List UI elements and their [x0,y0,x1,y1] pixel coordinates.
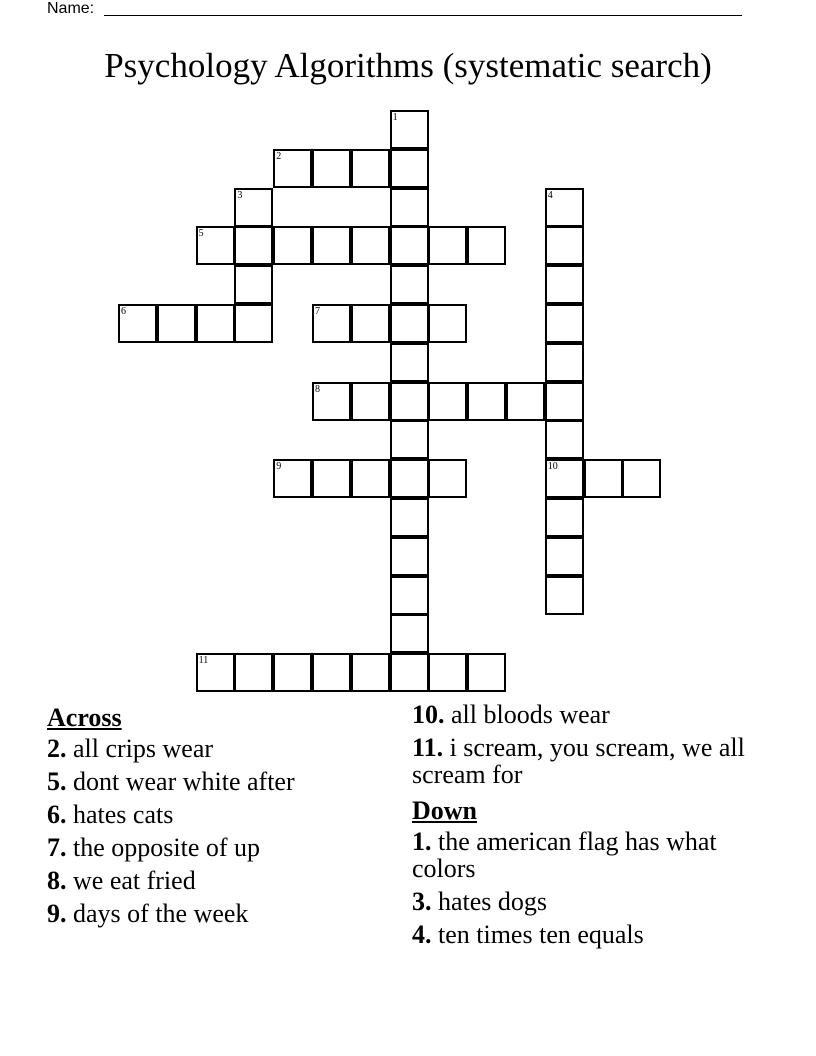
crossword-cell[interactable] [351,653,390,692]
crossword-cell[interactable] [622,459,661,498]
crossword-cell[interactable] [273,459,312,498]
crossword-cell[interactable] [545,304,584,343]
clues-column-left [47,701,407,933]
crossword-cell[interactable] [312,653,351,692]
crossword-cell[interactable] [234,226,273,265]
down-clue-1: 1. the american flag has what colors [412,827,717,883]
crossword-cell[interactable] [545,265,584,304]
crossword-cell[interactable] [545,537,584,576]
crossword-cell[interactable] [545,459,584,498]
cell-number: 11 [198,655,209,667]
across-clue-10: 10. all bloods wear [412,700,610,729]
crossword-cell[interactable] [118,304,157,343]
crossword-cell[interactable] [351,226,390,265]
crossword-cell[interactable] [545,188,584,227]
crossword-cell[interactable] [467,653,506,692]
crossword-cell[interactable] [545,343,584,382]
crossword-cell[interactable] [312,382,351,421]
crossword-cell[interactable] [467,382,506,421]
across-clue-5: 5. dont wear white after [47,767,295,796]
crossword-cell[interactable] [390,188,429,227]
crossword-cell[interactable] [390,459,429,498]
crossword-cell[interactable] [390,653,429,692]
crossword-cell[interactable] [428,226,467,265]
crossword-cell[interactable] [196,226,235,265]
down-heading: Down [412,796,478,825]
crossword-cell[interactable] [428,459,467,498]
across-clue-8: 8. we eat fried [47,866,196,895]
crossword-cell[interactable] [157,304,196,343]
crossword-cell[interactable] [312,226,351,265]
cell-number: 9 [276,461,282,473]
page-title: Psychology Algorithms (systematic search) [104,46,712,85]
crossword-cell[interactable] [390,614,429,653]
crossword-cell[interactable] [467,226,506,265]
crossword-cell[interactable] [390,576,429,615]
crossword-cell[interactable] [390,382,429,421]
crossword-cell[interactable] [390,537,429,576]
crossword-cell[interactable] [234,304,273,343]
crossword-cell[interactable] [390,265,429,304]
crossword-cell[interactable] [273,653,312,692]
crossword-cell[interactable] [273,149,312,188]
crossword-cell[interactable] [428,304,467,343]
across-heading: Across [47,703,122,732]
cell-number: 8 [315,383,320,395]
crossword-cell[interactable] [390,420,429,459]
crossword-cell[interactable] [196,304,235,343]
crossword-cell[interactable] [506,382,545,421]
crossword-cell[interactable] [351,459,390,498]
cell-number: 3 [237,189,243,201]
name-label: Name: [47,0,95,17]
across-clue-6: 6. hates cats [47,800,174,829]
cell-number: 5 [198,228,204,240]
crossword-cell[interactable] [234,265,273,304]
crossword-cell[interactable] [196,653,235,692]
crossword-cell[interactable] [351,304,390,343]
crossword-cell[interactable] [390,304,429,343]
across-clue-11: 11. i scream, you scream, we all scream for [412,733,745,789]
clues-column-right [412,701,752,954]
crossword-cell[interactable] [545,420,584,459]
crossword-cell[interactable] [390,343,429,382]
crossword-cell[interactable] [234,188,273,227]
across-clue-2: 2. all crips wear [47,734,214,763]
crossword-cell[interactable] [584,459,623,498]
across-clue-7: 7. the opposite of up [47,833,261,862]
crossword-cell[interactable] [390,149,429,188]
cell-number: 2 [276,150,282,162]
crossword-cell[interactable] [428,653,467,692]
crossword-cell[interactable] [312,149,351,188]
crossword-cell[interactable] [545,576,584,615]
crossword-cell[interactable] [312,304,351,343]
crossword-cell[interactable] [234,653,273,692]
crossword-cell[interactable] [273,226,312,265]
crossword-cell[interactable] [545,382,584,421]
down-clue-3: 3. hates dogs [412,887,548,916]
down-clue-4: 4. ten times ten equals [412,920,644,949]
crossword-cell[interactable] [390,498,429,537]
crossword-cell[interactable] [312,459,351,498]
crossword-cell[interactable] [351,382,390,421]
cell-number: 10 [547,461,558,473]
cell-number: 6 [121,306,126,317]
crossword-cell[interactable] [351,149,390,188]
cell-number: 7 [315,306,320,317]
cell-number: 1 [392,112,398,123]
crossword-cell[interactable] [545,498,584,537]
crossword-cell[interactable] [545,226,584,265]
crossword-cell[interactable] [390,226,429,265]
across-clue-9: 9. days of the week [47,899,249,928]
crossword-cell[interactable] [428,382,467,421]
cell-number: 4 [547,189,553,201]
crossword-cell[interactable] [390,110,429,149]
